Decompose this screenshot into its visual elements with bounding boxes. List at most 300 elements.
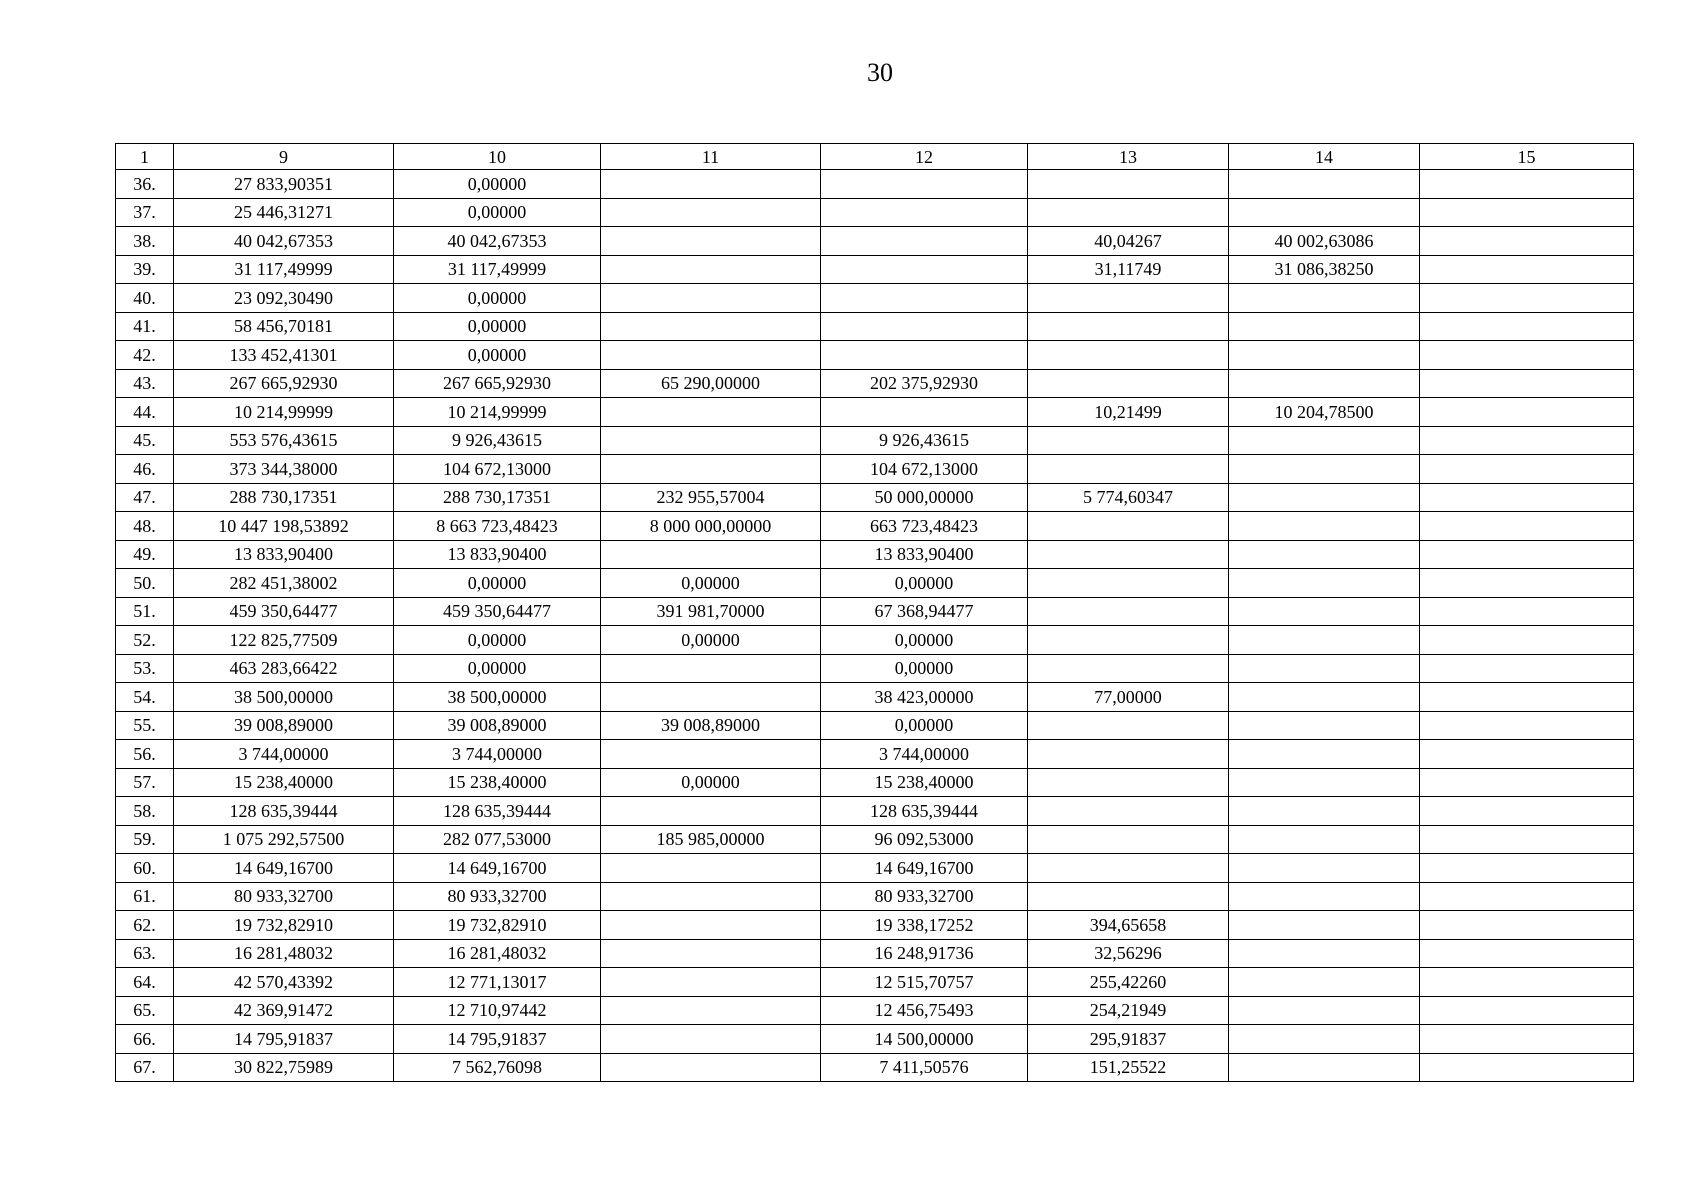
table-cell: 0,00000 <box>821 569 1028 598</box>
table-cell <box>1028 740 1229 769</box>
table-cell: 31 117,49999 <box>174 255 394 284</box>
row-number-cell: 39. <box>116 255 174 284</box>
row-number-cell: 46. <box>116 455 174 484</box>
table-cell: 1 075 292,57500 <box>174 825 394 854</box>
table-cell <box>1229 369 1420 398</box>
table-cell <box>601 854 821 883</box>
row-number-cell: 67. <box>116 1053 174 1082</box>
table-cell <box>1229 455 1420 484</box>
table-cell <box>601 170 821 199</box>
table-cell: 42 369,91472 <box>174 996 394 1025</box>
table-cell <box>1229 626 1420 655</box>
row-number-cell: 66. <box>116 1025 174 1054</box>
row-number-cell: 42. <box>116 341 174 370</box>
row-number-cell: 56. <box>116 740 174 769</box>
table-cell: 463 283,66422 <box>174 654 394 683</box>
table-row <box>116 597 1634 626</box>
table-cell: 202 375,92930 <box>821 369 1028 398</box>
table-cell <box>1229 312 1420 341</box>
table-cell <box>1229 939 1420 968</box>
table-cell: 663 723,48423 <box>821 512 1028 541</box>
table-cell: 133 452,41301 <box>174 341 394 370</box>
table-cell <box>1420 968 1634 997</box>
row-number-cell: 45. <box>116 426 174 455</box>
table-cell <box>1420 1053 1634 1082</box>
table-cell <box>1420 483 1634 512</box>
table-row <box>116 996 1634 1025</box>
table-cell <box>1229 968 1420 997</box>
table-cell: 288 730,17351 <box>394 483 601 512</box>
table-cell: 267 665,92930 <box>394 369 601 398</box>
table-cell <box>821 227 1028 256</box>
table-cell <box>601 683 821 712</box>
table-cell: 39 008,89000 <box>174 711 394 740</box>
table-cell <box>1028 426 1229 455</box>
table-cell: 13 833,90400 <box>174 540 394 569</box>
table-cell: 15 238,40000 <box>394 768 601 797</box>
table-cell <box>1028 854 1229 883</box>
table-cell <box>821 312 1028 341</box>
table-cell <box>1420 740 1634 769</box>
row-number-cell: 57. <box>116 768 174 797</box>
table-cell: 0,00000 <box>601 626 821 655</box>
row-number-cell: 47. <box>116 483 174 512</box>
table-cell <box>1229 341 1420 370</box>
table-cell: 0,00000 <box>394 198 601 227</box>
table-row <box>116 711 1634 740</box>
table-cell <box>1229 170 1420 199</box>
table-cell: 14 649,16700 <box>821 854 1028 883</box>
table-cell: 77,00000 <box>1028 683 1229 712</box>
table-cell <box>1420 170 1634 199</box>
table-row <box>116 512 1634 541</box>
row-number-cell: 65. <box>116 996 174 1025</box>
table-cell <box>821 341 1028 370</box>
row-number-cell: 52. <box>116 626 174 655</box>
table-cell <box>1420 854 1634 883</box>
table-cell: 3 744,00000 <box>821 740 1028 769</box>
table-cell: 12 771,13017 <box>394 968 601 997</box>
table-cell <box>1420 996 1634 1025</box>
column-header: 1 <box>116 144 174 170</box>
table-cell <box>1420 426 1634 455</box>
table-cell: 3 744,00000 <box>174 740 394 769</box>
table-cell: 14 500,00000 <box>821 1025 1028 1054</box>
table-cell: 40 042,67353 <box>394 227 601 256</box>
table-cell: 151,25522 <box>1028 1053 1229 1082</box>
table-cell: 122 825,77509 <box>174 626 394 655</box>
table-row <box>116 1053 1634 1082</box>
table-row <box>116 284 1634 313</box>
table-cell <box>1028 882 1229 911</box>
table-cell <box>601 341 821 370</box>
table-row <box>116 683 1634 712</box>
table-cell <box>601 882 821 911</box>
table-row <box>116 740 1634 769</box>
column-header: 14 <box>1229 144 1420 170</box>
table-cell <box>601 284 821 313</box>
table-cell <box>1229 996 1420 1025</box>
table-cell: 5 774,60347 <box>1028 483 1229 512</box>
table-cell: 104 672,13000 <box>821 455 1028 484</box>
table-cell <box>601 255 821 284</box>
table-row <box>116 654 1634 683</box>
row-number-cell: 53. <box>116 654 174 683</box>
table-cell: 8 663 723,48423 <box>394 512 601 541</box>
row-number-cell: 64. <box>116 968 174 997</box>
table-cell: 13 833,90400 <box>821 540 1028 569</box>
table-cell <box>1229 825 1420 854</box>
table-cell <box>1420 768 1634 797</box>
table-cell: 0,00000 <box>821 626 1028 655</box>
row-number-cell: 43. <box>116 369 174 398</box>
data-table <box>115 143 1634 1082</box>
table-cell: 38 500,00000 <box>394 683 601 712</box>
table-row <box>116 882 1634 911</box>
table-cell <box>1420 312 1634 341</box>
table-cell <box>1028 284 1229 313</box>
table-row <box>116 455 1634 484</box>
table-cell <box>1028 768 1229 797</box>
table-cell: 19 732,82910 <box>174 911 394 940</box>
row-number-cell: 60. <box>116 854 174 883</box>
table-cell <box>1028 512 1229 541</box>
table-cell <box>1028 569 1229 598</box>
table-cell <box>1028 711 1229 740</box>
table-cell <box>601 939 821 968</box>
table-cell: 8 000 000,00000 <box>601 512 821 541</box>
table-cell <box>1028 455 1229 484</box>
table-cell: 7 562,76098 <box>394 1053 601 1082</box>
table-cell <box>1420 626 1634 655</box>
table-cell: 19 732,82910 <box>394 911 601 940</box>
table-row <box>116 426 1634 455</box>
table-cell: 15 238,40000 <box>174 768 394 797</box>
table-cell <box>821 398 1028 427</box>
table-cell <box>1028 825 1229 854</box>
table-cell: 39 008,89000 <box>601 711 821 740</box>
column-header: 15 <box>1420 144 1634 170</box>
table-cell: 295,91837 <box>1028 1025 1229 1054</box>
table-cell: 288 730,17351 <box>174 483 394 512</box>
table-cell: 128 635,39444 <box>821 797 1028 826</box>
table-cell: 31 086,38250 <box>1229 255 1420 284</box>
row-number-cell: 40. <box>116 284 174 313</box>
table-row <box>116 825 1634 854</box>
table-cell: 31,11749 <box>1028 255 1229 284</box>
table-cell <box>1420 198 1634 227</box>
table-cell <box>821 284 1028 313</box>
table-cell <box>1420 654 1634 683</box>
row-number-cell: 61. <box>116 882 174 911</box>
table-row <box>116 854 1634 883</box>
table-row <box>116 911 1634 940</box>
table-cell: 40,04267 <box>1028 227 1229 256</box>
column-header: 10 <box>394 144 601 170</box>
table-cell: 13 833,90400 <box>394 540 601 569</box>
table-cell: 282 451,38002 <box>174 569 394 598</box>
table-cell <box>1028 797 1229 826</box>
column-header: 13 <box>1028 144 1229 170</box>
table-cell <box>1229 683 1420 712</box>
table-cell <box>1229 882 1420 911</box>
table-cell <box>1420 369 1634 398</box>
table-cell <box>601 996 821 1025</box>
table-cell <box>1028 170 1229 199</box>
table-cell: 32,56296 <box>1028 939 1229 968</box>
table-row <box>116 198 1634 227</box>
table-cell: 0,00000 <box>394 569 601 598</box>
table-cell: 27 833,90351 <box>174 170 394 199</box>
row-number-cell: 59. <box>116 825 174 854</box>
table-cell: 15 238,40000 <box>821 768 1028 797</box>
table-cell: 12 456,75493 <box>821 996 1028 1025</box>
row-number-cell: 51. <box>116 597 174 626</box>
table-cell <box>1028 369 1229 398</box>
table-cell: 104 672,13000 <box>394 455 601 484</box>
column-header: 11 <box>601 144 821 170</box>
table-header-row <box>116 144 1634 170</box>
table-cell <box>601 911 821 940</box>
table-cell <box>1420 341 1634 370</box>
table-cell: 30 822,75989 <box>174 1053 394 1082</box>
table-row <box>116 540 1634 569</box>
table-cell <box>1420 911 1634 940</box>
table-cell: 10 214,99999 <box>394 398 601 427</box>
table-cell <box>601 426 821 455</box>
table-cell <box>1028 540 1229 569</box>
row-number-cell: 54. <box>116 683 174 712</box>
table-cell <box>601 797 821 826</box>
table-cell <box>1420 569 1634 598</box>
table-cell <box>1028 312 1229 341</box>
table-cell: 16 281,48032 <box>394 939 601 968</box>
table-cell <box>601 1025 821 1054</box>
table-cell: 0,00000 <box>394 626 601 655</box>
table-cell <box>821 255 1028 284</box>
table-body <box>116 170 1634 1082</box>
table-cell: 10,21499 <box>1028 398 1229 427</box>
table-cell: 0,00000 <box>601 569 821 598</box>
table-cell: 0,00000 <box>821 654 1028 683</box>
table-cell: 391 981,70000 <box>601 597 821 626</box>
table-cell: 67 368,94477 <box>821 597 1028 626</box>
table-row <box>116 341 1634 370</box>
column-header: 9 <box>174 144 394 170</box>
table-cell <box>1229 540 1420 569</box>
table-row <box>116 398 1634 427</box>
table-cell: 96 092,53000 <box>821 825 1028 854</box>
row-number-cell: 48. <box>116 512 174 541</box>
table-cell: 459 350,64477 <box>174 597 394 626</box>
table-cell: 0,00000 <box>601 768 821 797</box>
table-cell: 0,00000 <box>394 284 601 313</box>
table-cell <box>1420 825 1634 854</box>
row-number-cell: 62. <box>116 911 174 940</box>
table-cell: 7 411,50576 <box>821 1053 1028 1082</box>
table-cell: 255,42260 <box>1028 968 1229 997</box>
table-cell: 128 635,39444 <box>394 797 601 826</box>
table-cell: 0,00000 <box>394 341 601 370</box>
column-header: 12 <box>821 144 1028 170</box>
table-cell: 9 926,43615 <box>394 426 601 455</box>
table-row <box>116 797 1634 826</box>
table-cell: 40 002,63086 <box>1229 227 1420 256</box>
table-cell <box>1229 797 1420 826</box>
table-row <box>116 626 1634 655</box>
table-row <box>116 369 1634 398</box>
table-cell <box>601 312 821 341</box>
table-cell: 65 290,00000 <box>601 369 821 398</box>
table-cell: 185 985,00000 <box>601 825 821 854</box>
table-cell <box>1229 512 1420 541</box>
table-row <box>116 768 1634 797</box>
row-number-cell: 50. <box>116 569 174 598</box>
table-cell <box>1420 939 1634 968</box>
table-cell: 14 649,16700 <box>174 854 394 883</box>
table-cell: 267 665,92930 <box>174 369 394 398</box>
table-cell <box>821 170 1028 199</box>
table-row <box>116 1025 1634 1054</box>
table-cell: 58 456,70181 <box>174 312 394 341</box>
table-cell <box>601 455 821 484</box>
table-cell: 12 515,70757 <box>821 968 1028 997</box>
table-row <box>116 483 1634 512</box>
table-cell: 14 649,16700 <box>394 854 601 883</box>
table-cell <box>1028 198 1229 227</box>
table-cell: 80 933,32700 <box>174 882 394 911</box>
table-cell <box>1229 1025 1420 1054</box>
table-cell: 80 933,32700 <box>821 882 1028 911</box>
row-number-cell: 55. <box>116 711 174 740</box>
table-cell <box>1420 540 1634 569</box>
table-cell <box>1420 284 1634 313</box>
table-cell <box>1229 1053 1420 1082</box>
table-cell: 31 117,49999 <box>394 255 601 284</box>
table-cell: 282 077,53000 <box>394 825 601 854</box>
table-cell <box>1420 398 1634 427</box>
table-cell: 459 350,64477 <box>394 597 601 626</box>
table-cell: 80 933,32700 <box>394 882 601 911</box>
table-cell <box>1420 255 1634 284</box>
table-cell <box>1028 597 1229 626</box>
table-cell <box>1420 882 1634 911</box>
table-cell <box>601 398 821 427</box>
row-number-cell: 63. <box>116 939 174 968</box>
table-cell: 10 214,99999 <box>174 398 394 427</box>
table-cell: 25 446,31271 <box>174 198 394 227</box>
table-cell <box>1229 768 1420 797</box>
table-cell <box>1229 711 1420 740</box>
table-cell: 38 500,00000 <box>174 683 394 712</box>
table-cell <box>1229 198 1420 227</box>
table-cell <box>601 740 821 769</box>
table-cell: 0,00000 <box>821 711 1028 740</box>
table-cell <box>1420 797 1634 826</box>
table-cell <box>601 968 821 997</box>
table-cell: 0,00000 <box>394 654 601 683</box>
table-cell <box>601 227 821 256</box>
row-number-cell: 41. <box>116 312 174 341</box>
table-cell: 50 000,00000 <box>821 483 1028 512</box>
table-cell: 10 447 198,53892 <box>174 512 394 541</box>
table-cell: 14 795,91837 <box>394 1025 601 1054</box>
row-number-cell: 44. <box>116 398 174 427</box>
table-row <box>116 170 1634 199</box>
table-cell <box>1028 341 1229 370</box>
table-cell: 254,21949 <box>1028 996 1229 1025</box>
table-cell <box>1229 740 1420 769</box>
table-row <box>116 227 1634 256</box>
table-cell <box>1420 512 1634 541</box>
table-cell <box>601 198 821 227</box>
table-cell <box>1420 711 1634 740</box>
table-cell: 394,65658 <box>1028 911 1229 940</box>
table-cell: 23 092,30490 <box>174 284 394 313</box>
table-cell <box>1229 483 1420 512</box>
table-cell <box>1420 1025 1634 1054</box>
table-row <box>116 255 1634 284</box>
table-cell <box>1028 654 1229 683</box>
table-cell: 38 423,00000 <box>821 683 1028 712</box>
table-cell: 128 635,39444 <box>174 797 394 826</box>
table-row <box>116 939 1634 968</box>
table-cell: 12 710,97442 <box>394 996 601 1025</box>
row-number-cell: 37. <box>116 198 174 227</box>
table-cell: 19 338,17252 <box>821 911 1028 940</box>
table-cell <box>1420 227 1634 256</box>
table-row <box>116 968 1634 997</box>
table-cell: 10 204,78500 <box>1229 398 1420 427</box>
table-cell <box>1229 597 1420 626</box>
page-number: 30 <box>867 58 893 87</box>
table-cell: 16 248,91736 <box>821 939 1028 968</box>
table-cell <box>601 654 821 683</box>
table-cell: 232 955,57004 <box>601 483 821 512</box>
table-cell: 42 570,43392 <box>174 968 394 997</box>
row-number-cell: 38. <box>116 227 174 256</box>
table-row <box>116 569 1634 598</box>
table-cell <box>1229 854 1420 883</box>
table-cell: 553 576,43615 <box>174 426 394 455</box>
row-number-cell: 36. <box>116 170 174 199</box>
table-cell <box>1229 654 1420 683</box>
table-cell: 9 926,43615 <box>821 426 1028 455</box>
table-cell <box>1229 911 1420 940</box>
table-cell <box>1229 426 1420 455</box>
table-row <box>116 312 1634 341</box>
table-cell <box>1229 284 1420 313</box>
table-cell <box>1028 626 1229 655</box>
row-number-cell: 49. <box>116 540 174 569</box>
table-cell <box>1229 569 1420 598</box>
table-cell: 3 744,00000 <box>394 740 601 769</box>
table-cell <box>1420 597 1634 626</box>
table-cell: 39 008,89000 <box>394 711 601 740</box>
table-cell: 14 795,91837 <box>174 1025 394 1054</box>
table-cell: 0,00000 <box>394 312 601 341</box>
table-cell <box>1420 455 1634 484</box>
table-cell <box>821 198 1028 227</box>
table-cell <box>601 1053 821 1082</box>
table-cell: 373 344,38000 <box>174 455 394 484</box>
table-cell <box>1420 683 1634 712</box>
table-cell: 16 281,48032 <box>174 939 394 968</box>
table-cell: 40 042,67353 <box>174 227 394 256</box>
row-number-cell: 58. <box>116 797 174 826</box>
table-cell: 0,00000 <box>394 170 601 199</box>
table-cell <box>601 540 821 569</box>
